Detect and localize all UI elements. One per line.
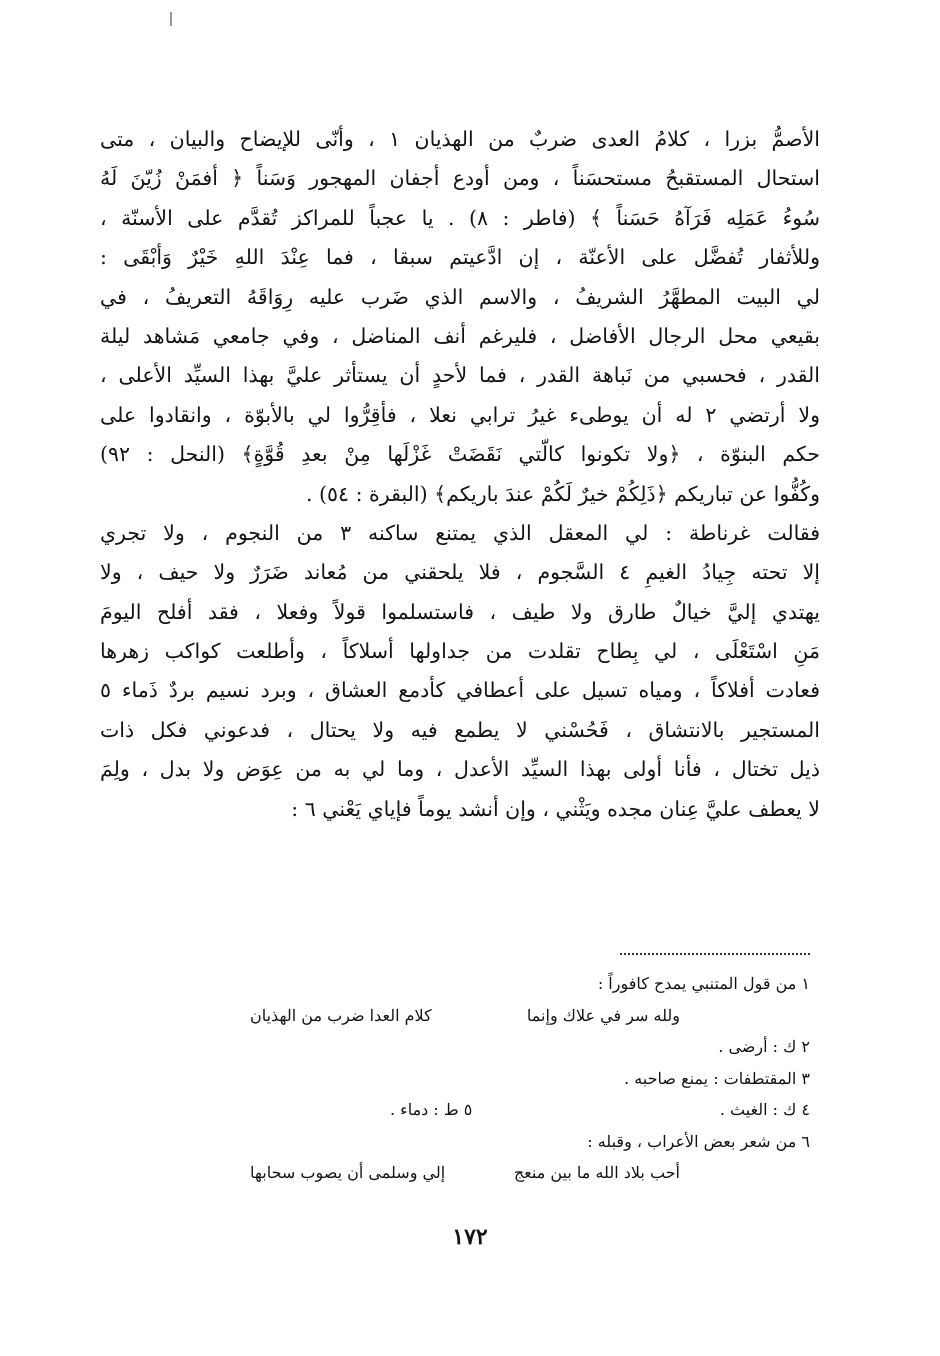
text-line: حكم البنوّة ، ﴿ولا تكونوا كالّتي نَقَضَتْ غَزْلَها مِنْ بعدِ قُوَّةٍ﴾ (النحل : ٩٢) <box>100 442 820 467</box>
verse-second-hemistich: كلام العدا ضرب من الهذيان <box>250 1005 432 1025</box>
text-line: استحال المستقبحُ مستحسَناً ، ومن أودع أجفان المهجور وَسَناً ﴿ أفمَنْ زُيّنَ لَهُ <box>100 166 820 191</box>
footnote-6-verse <box>240 1157 810 1189</box>
footnote-5: ٥ ط : دماء . <box>390 1100 473 1119</box>
text-line: مَنِ اسْتَعْلَى ، لي بِطاح تقلدت من جداولها أسلاكاً ، وأطلعت كواكب زهرها <box>100 639 820 664</box>
text-line: القدر ، فحسبي من نَباهة القدر ، فما لأحدٍ أن يستأثر عليَّ بهذا السيِّد الأعلى ، <box>100 363 820 388</box>
text-line: إلا تحته جِيادُ الغيمِ ٤ السَّجوم ، فلا يلحقني من مُعاند ضَرَرٌ ولا حيف ، ولا <box>100 560 820 585</box>
text-line: لي البيت المطهَّرُ الشريفُ ، والاسم الذي ضَرب عليه رِوَاقَهُ التعريفُ ، في <box>100 284 820 309</box>
footnotes-block <box>240 968 810 1189</box>
footnote-row-4-5 <box>240 1094 810 1126</box>
scan-mark <box>170 12 172 26</box>
footnote-4: ٤ ك : الغيث . <box>719 1100 810 1119</box>
text-line: المستجير بالانتشاق ، فَحُسْني لا يطمع فيه ولا يحتال ، فدعوني فكل ذات <box>100 717 820 742</box>
text-line: فعادت أفلاكاً ، ومياه تسيل على أعطافي كأدمع العشاق ، وبرد نسيم بردٌ ذَماء ٥ <box>100 678 820 703</box>
text-line: بقيعي محل الرجال الأفاضل ، فليرغم أنف المناضل ، وفي جامعي مَشاهد ليلة <box>100 323 820 348</box>
footnote-1: ١ من قول المتنبي يمدح كافوراً : <box>597 974 810 993</box>
footnote-3: ٣ المقتطفات : يمنع صاحبه . <box>624 1068 810 1088</box>
text-line: ذيل تختال ، فأنا أولى بهذا السيِّد الأعدل ، وما لي به من عِوَض ولا بدل ، ولِمَ <box>100 757 820 782</box>
footnote-2: ٢ ك : أرضى . <box>718 1037 810 1056</box>
text-line: سُوءُ عَمَلِه فَرَآهُ حَسَناً ﴾ (فاطر : ٨) . يا عجباً للمراكز تُقدَّم على الأسنّة ، <box>100 205 820 230</box>
page-number: ١٧٢ <box>452 1224 488 1250</box>
main-text-block <box>100 120 820 829</box>
text-line: وكُفُّوا عن تباريكم ﴿ذَلِكُمْ خيرٌ لَكُمْ عندَ باريكم﴾ (البقرة : ٥٤) . <box>306 481 820 506</box>
footnote-1-verse <box>240 1000 810 1032</box>
text-line: ولا أرتضي ٢ له أن يوطىء غيرُ ترابي نعلا ، فأقِرُّوا لي بالأبوّة ، وانقادوا على <box>100 402 820 427</box>
verse-first-hemistich: ولله سر في علاك وإنما <box>526 1005 680 1025</box>
verse-first-hemistich: أحب بلاد الله ما بين منعج <box>513 1163 680 1182</box>
verse-second-hemistich: إلي وسلمى أن يصوب سحابها <box>250 1163 446 1182</box>
footnote-6: ٦ من شعر بعض الأعراب ، وقبله : <box>587 1131 810 1151</box>
footnote-separator <box>620 953 810 955</box>
text-line: وللأثفار تُفضَّل على الأعنّة ، إن ادَّعيتم سبقا ، فما عِنْدَ اللهِ خَيْرٌ وَأبْقَى : <box>100 245 820 270</box>
text-line: فقالت غرناطة : لي المعقل الذي يمتنع ساكنه ٣ من النجوم ، ولا تجري <box>100 520 820 545</box>
text-line: الأصمُّ بزرا ، كلامُ العدى ضربٌ من الهذيان ١ ، وأنّى للإيضاح والبيان ، متى <box>100 127 820 151</box>
text-line: يهتدي إليَّ خيالٌ طارق ولا طيف ، فاستسلموا قولاً وفعلا ، فقد أفلح اليومَ <box>100 599 820 624</box>
text-line: لا يعطف عليَّ عِنان مجده ويَثْني ، وإن أنشد يوماً فإياي يَعْني ٦ : <box>291 796 820 821</box>
